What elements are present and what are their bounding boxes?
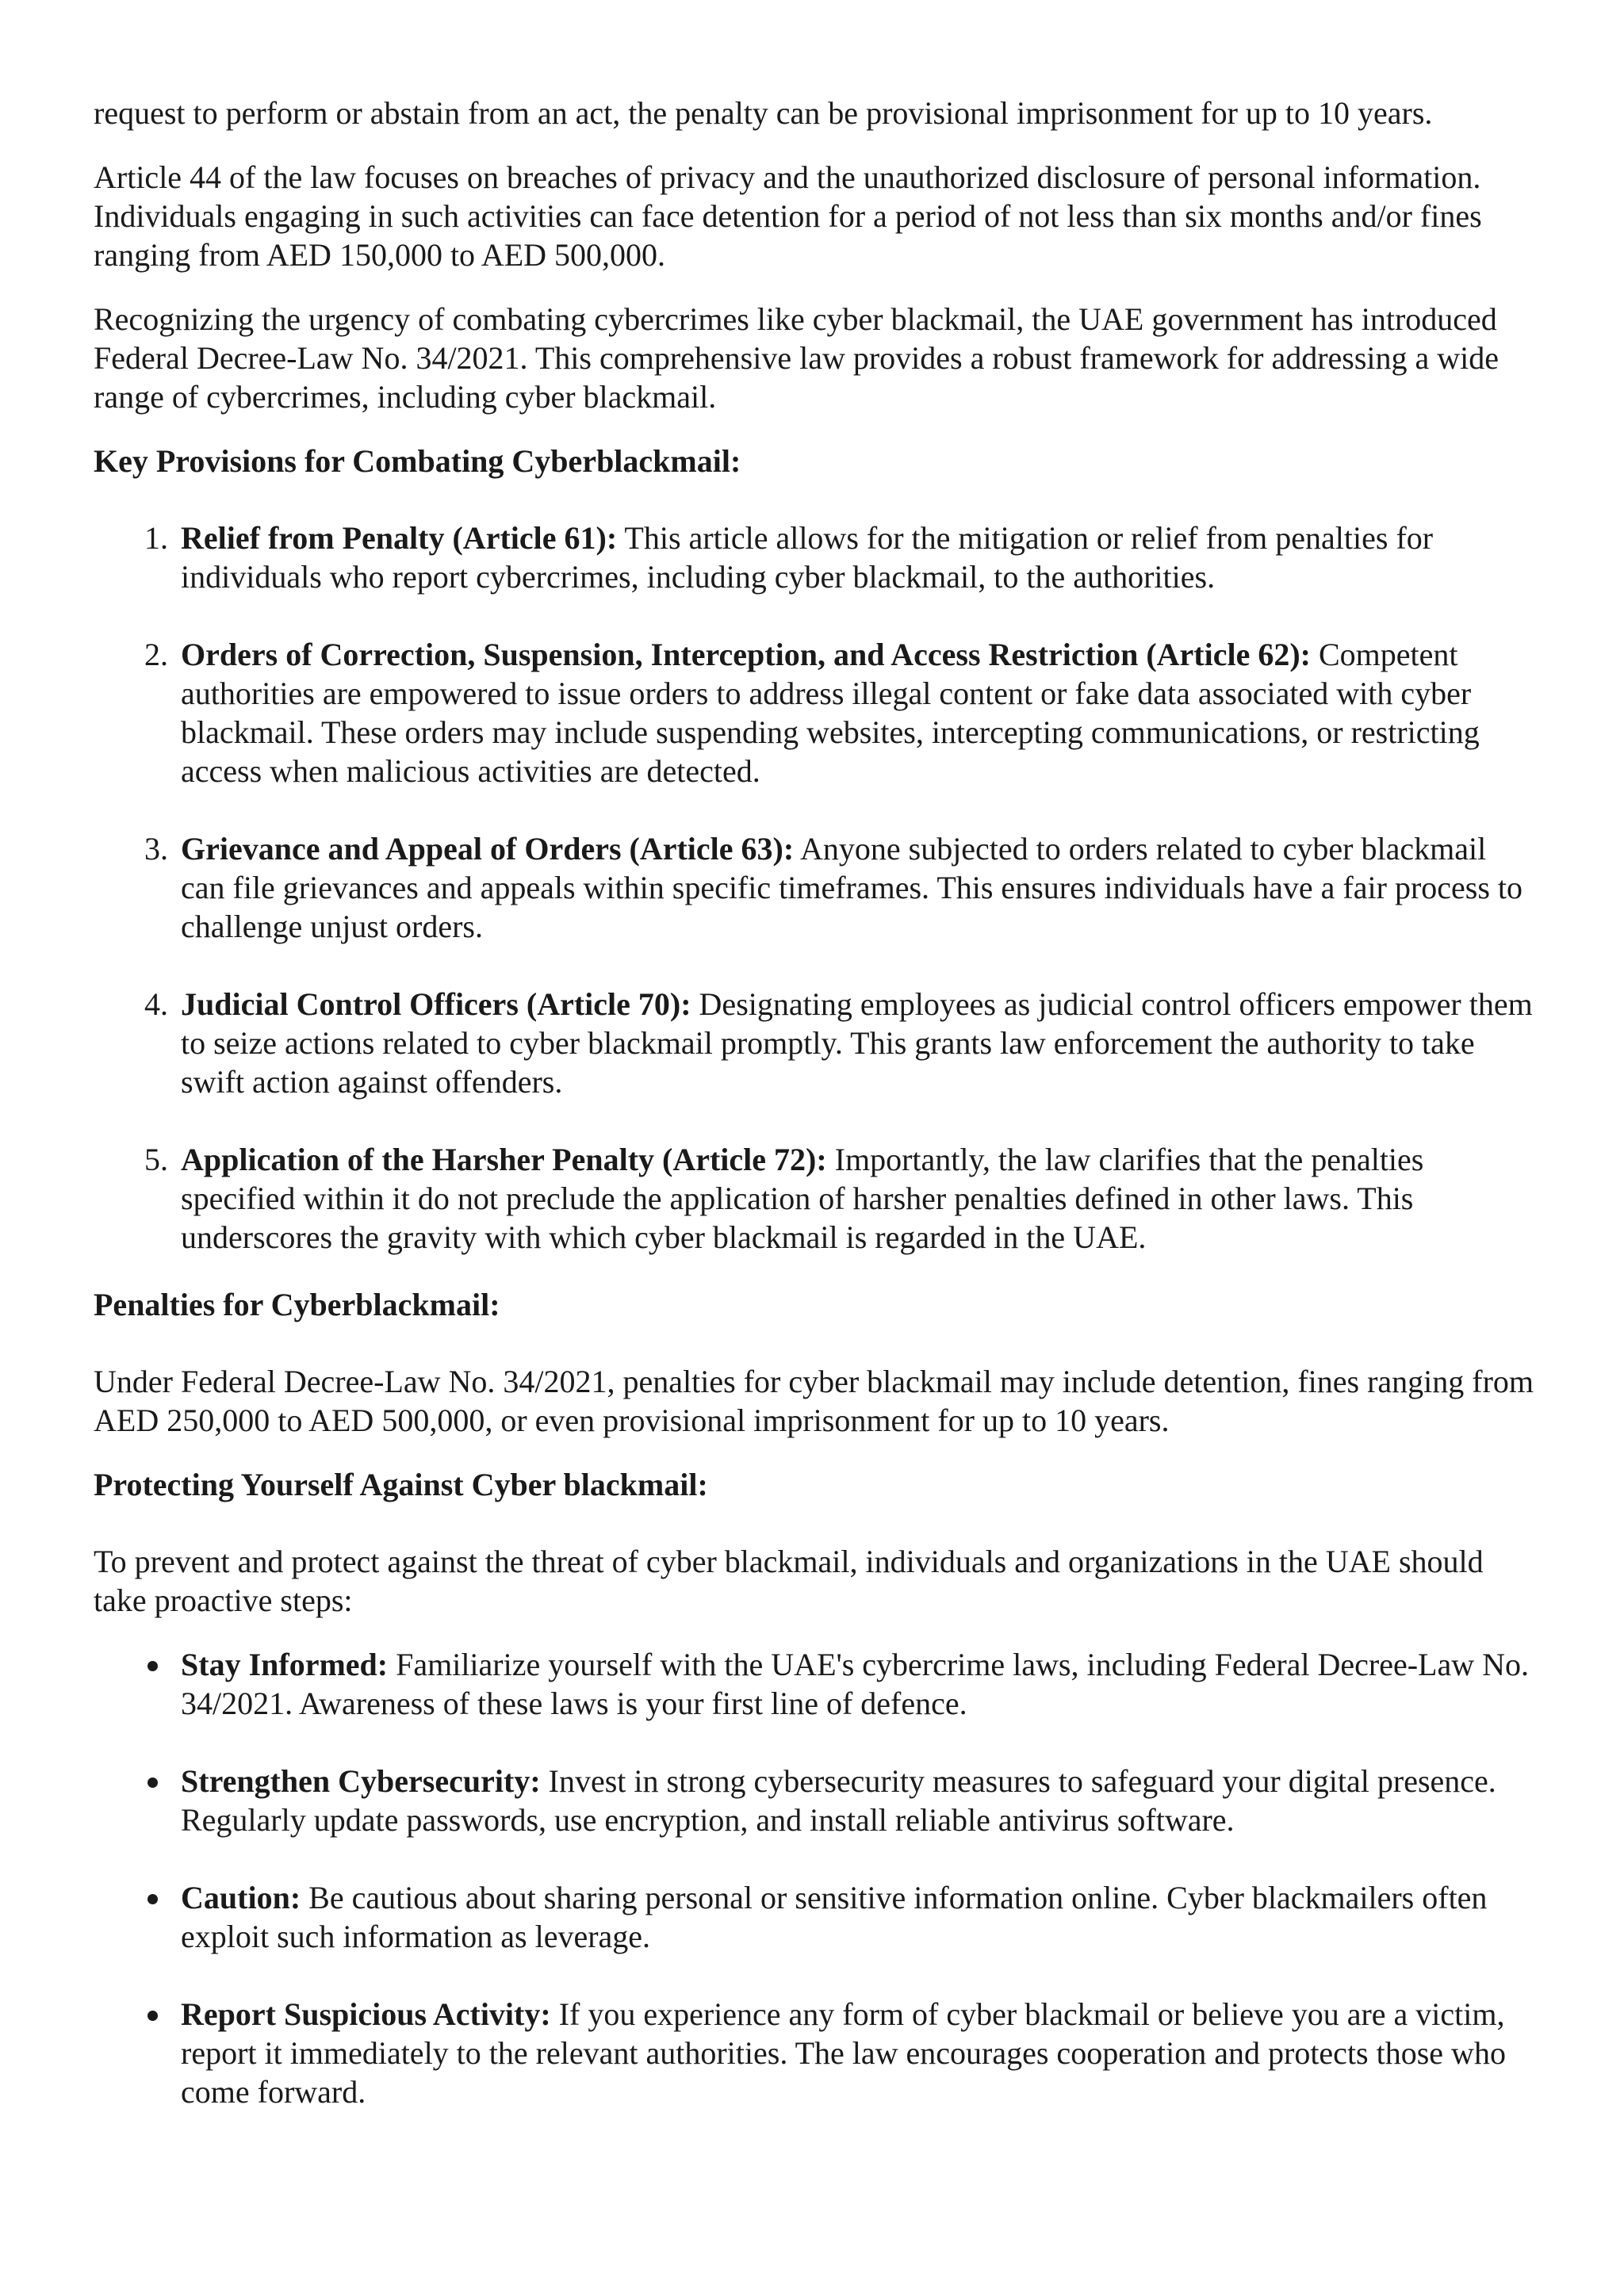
intro-paragraph-3: Recognizing the urgency of combating cybercrimes like cyber blackmail, the UAE government has introduced Federal Decree-Law No. 34/2021. This comprehensive law provides a robust framework for addressing a wide range of cybercrimes, including cyber blackmail. [94,301,1500,415]
step-title: Report Suspicious Activity: [181,1996,551,2032]
list-item [176,1140,1537,1257]
list-item [176,1878,1537,1956]
list-item [176,635,1537,790]
list-item [176,829,1537,946]
list-item [176,1762,1537,1839]
list-item [176,1995,1537,2111]
list-item [176,519,1537,596]
provision-title: Grievance and Appeal of Orders (Article 63): [181,831,795,867]
provision-text: Importantly, the law clarifies that the penalties specified within it do not preclude the application of harsher penalties defined in other laws. This underscores the gravity with which cyber blackmail is regarded in the UAE. [181,1142,1424,1255]
provisions-heading: Key Provisions for Combating Cyberblackmail: [94,443,741,479]
step-text: Familiarize yourself with the UAE's cybercrime laws, including Federal Decree-Law No. 34/2021. Awareness of these laws is your first line of defence. [181,1647,1530,1721]
provision-title: Orders of Correction, Suspension, Interception, and Access Restriction (Article 62): [181,637,1311,672]
step-text: If you experience any form of cyber blackmail or believe you are a victim, report it immediately to the relevant authorities. The law encourages cooperation and protects those who come forward. [181,1996,1506,2110]
document-page [94,94,1537,2150]
step-title: Caution: [181,1880,301,1915]
provision-text: This article allows for the mitigation or relief from penalties for individuals who report cybercrimes, including cyber blackmail, to the authorities. [181,520,1434,595]
provision-title: Application of the Harsher Penalty (Article 72): [181,1142,827,1177]
provisions-list [94,519,1537,1257]
intro-paragraph-2: Article 44 of the law focuses on breaches of privacy and the unauthorized disclosure of personal information. Individuals engaging in such activities can face detention for a period of not less than six months and/or fines ranging from AED 150,000 to AED 500,000. [94,159,1482,273]
penalties-paragraph: Under Federal Decree-Law No. 34/2021, penalties for cyber blackmail may include detention, fines ranging from AED 250,000 to AED 500,000, or even provisional imprisonment for up to 10 years. [94,1364,1534,1438]
penalties-heading: Penalties for Cyberblackmail: [94,1287,500,1322]
intro-paragraph-1: request to perform or abstain from an act, the penalty can be provisional imprisonment for up to 10 years. [94,95,1433,131]
provision-text: Anyone subjected to orders related to cyber blackmail can file grievances and appeals within specific timeframes. This ensures individuals have a fair process to challenge unjust orders. [181,831,1523,944]
provision-text: Competent authorities are empowered to issue orders to address illegal content or fake data associated with cyber blackmail. These orders may include suspending websites, intercepting communications, or restricting access when malicious activities are detected. [181,637,1480,789]
step-text: Be cautious about sharing personal or sensitive information online. Cyber blackmailers often exploit such information as leverage. [181,1880,1488,1954]
protecting-heading: Protecting Yourself Against Cyber blackmail: [94,1467,708,1502]
protection-steps-list [94,1645,1537,2111]
step-title: Strengthen Cybersecurity: [181,1763,541,1799]
protecting-intro: To prevent and protect against the threat of cyber blackmail, individuals and organizations in the UAE should take proactive steps: [94,1544,1484,1618]
list-item [176,1645,1537,1723]
list-item [176,985,1537,1101]
provision-title: Relief from Penalty (Article 61): [181,520,618,556]
step-text: Invest in strong cybersecurity measures to safeguard your digital presence. Regularly update passwords, use encryption, and install reliable antivirus software. [181,1763,1496,1838]
provision-title: Judicial Control Officers (Article 70): [181,986,691,1022]
step-title: Stay Informed: [181,1647,389,1682]
provision-text: Designating employees as judicial control officers empower them to seize actions related to cyber blackmail promptly. This grants law enforcement the authority to take swift action against offenders. [181,986,1533,1100]
